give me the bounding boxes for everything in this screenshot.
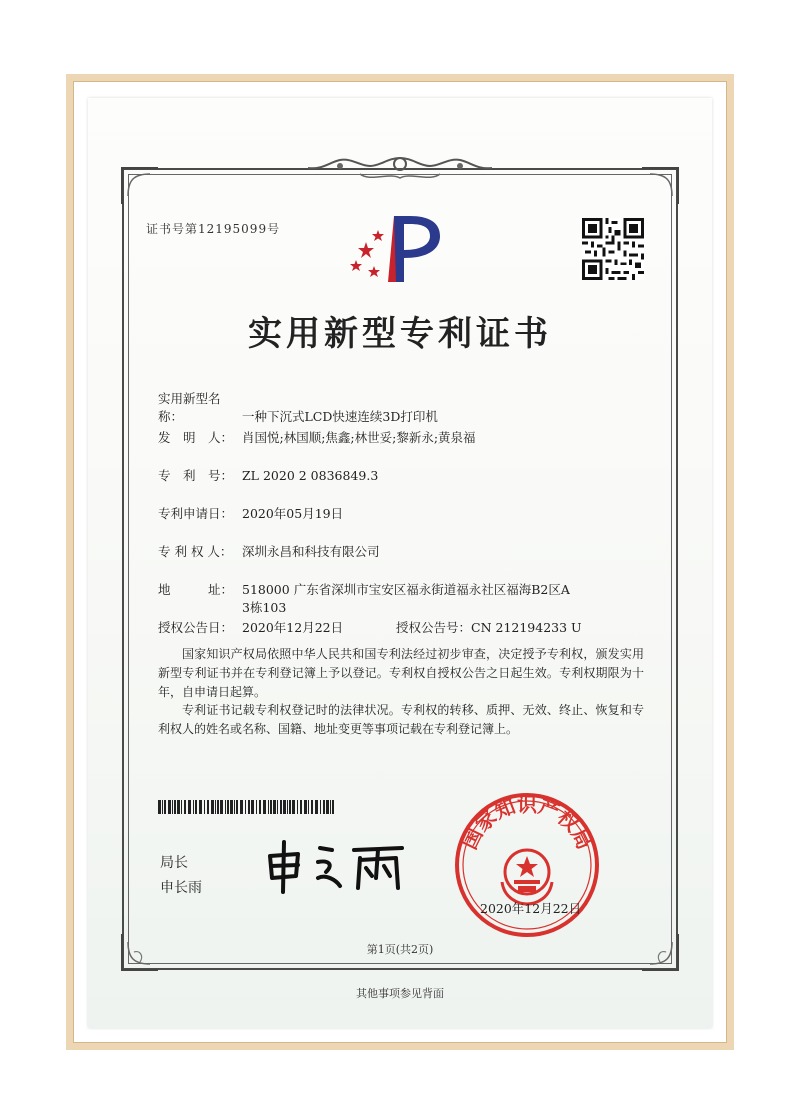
patentee-row [158,542,380,560]
cnipa-emblem-icon [348,212,444,288]
inventor-label: 发 明 人： [158,430,234,445]
director-name: 申长雨 [160,880,202,896]
qr-code-icon [582,218,644,280]
address-row [158,580,570,598]
inventor-row [158,428,476,446]
grant-number-row [396,618,582,636]
grant-number-value: CN 212194233 U [471,620,582,635]
director-signature [262,838,412,894]
patentee-value: 深圳永昌和科技有限公司 [242,544,380,559]
patent-number-value: ZL 2020 2 0836849.3 [242,468,379,483]
filing-date-row [158,504,343,522]
inventor-value: 肖国悦;林国顺;焦鑫;林世妥;黎新永;黄泉福 [242,430,476,445]
utility-model-name-row [158,389,438,425]
utility-model-name-value: 一种下沉式LCD快速连续3D打印机 [242,409,438,424]
barcode-icon [158,800,336,814]
svg-text:国家知识产权局 [457,793,597,853]
page-number: 第1页(共2页) [366,943,434,956]
top-ornament-icon [300,152,500,186]
grant-statement-paragraph: 国家知识产权局依照中华人民共和国专利法经过初步审查，决定授予专利权，颁发实用新型专利证书并在专利登记簿上予以登记。专利权自授权公告之日起生效。专利权期限为十年，自申请日起算。 [158,647,644,699]
address-label: 地 址： [158,582,234,597]
address-value-line1: 518000 广东省深圳市宝安区福永街道福永社区福海B2区A [242,582,570,597]
certificate-number: 证书号第12195099号 [146,222,281,236]
patent-number-label: 专 利 号： [158,468,234,483]
grant-date-value: 2020年12月22日 [242,620,344,635]
filing-date-label: 专利申请日： [158,506,234,521]
utility-model-name-label: 实用新型名称： [158,391,221,424]
grant-date-label: 授权公告日： [158,620,234,635]
corner-ornament-icon [120,166,160,206]
cnipa-seal [452,790,602,940]
grant-number-label: 授权公告号： [396,620,472,635]
patentee-label: 专 利 权 人： [158,544,233,559]
footer-note: 其他事项参见背面 [356,987,444,1000]
patent-number-row [158,466,378,484]
seal-date: 2020年12月22日 [480,901,582,916]
seal-text: 国家知识产权局 [457,792,597,853]
grant-date-row [158,618,343,636]
certificate-title: 实用新型专利证书 [248,314,552,354]
director-title: 局长 [160,855,188,871]
legal-status-paragraph: 专利证书记载专利权登记时的法律状况。专利权的转移、质押、无效、终止、恢复和专利权人的姓名或名称、国籍、地址变更等事项记载在专利登记簿上。 [158,703,644,736]
corner-ornament-icon [640,166,680,206]
address-value-line2: 3栋103 [242,600,287,615]
filing-date-value: 2020年05月19日 [242,506,344,521]
